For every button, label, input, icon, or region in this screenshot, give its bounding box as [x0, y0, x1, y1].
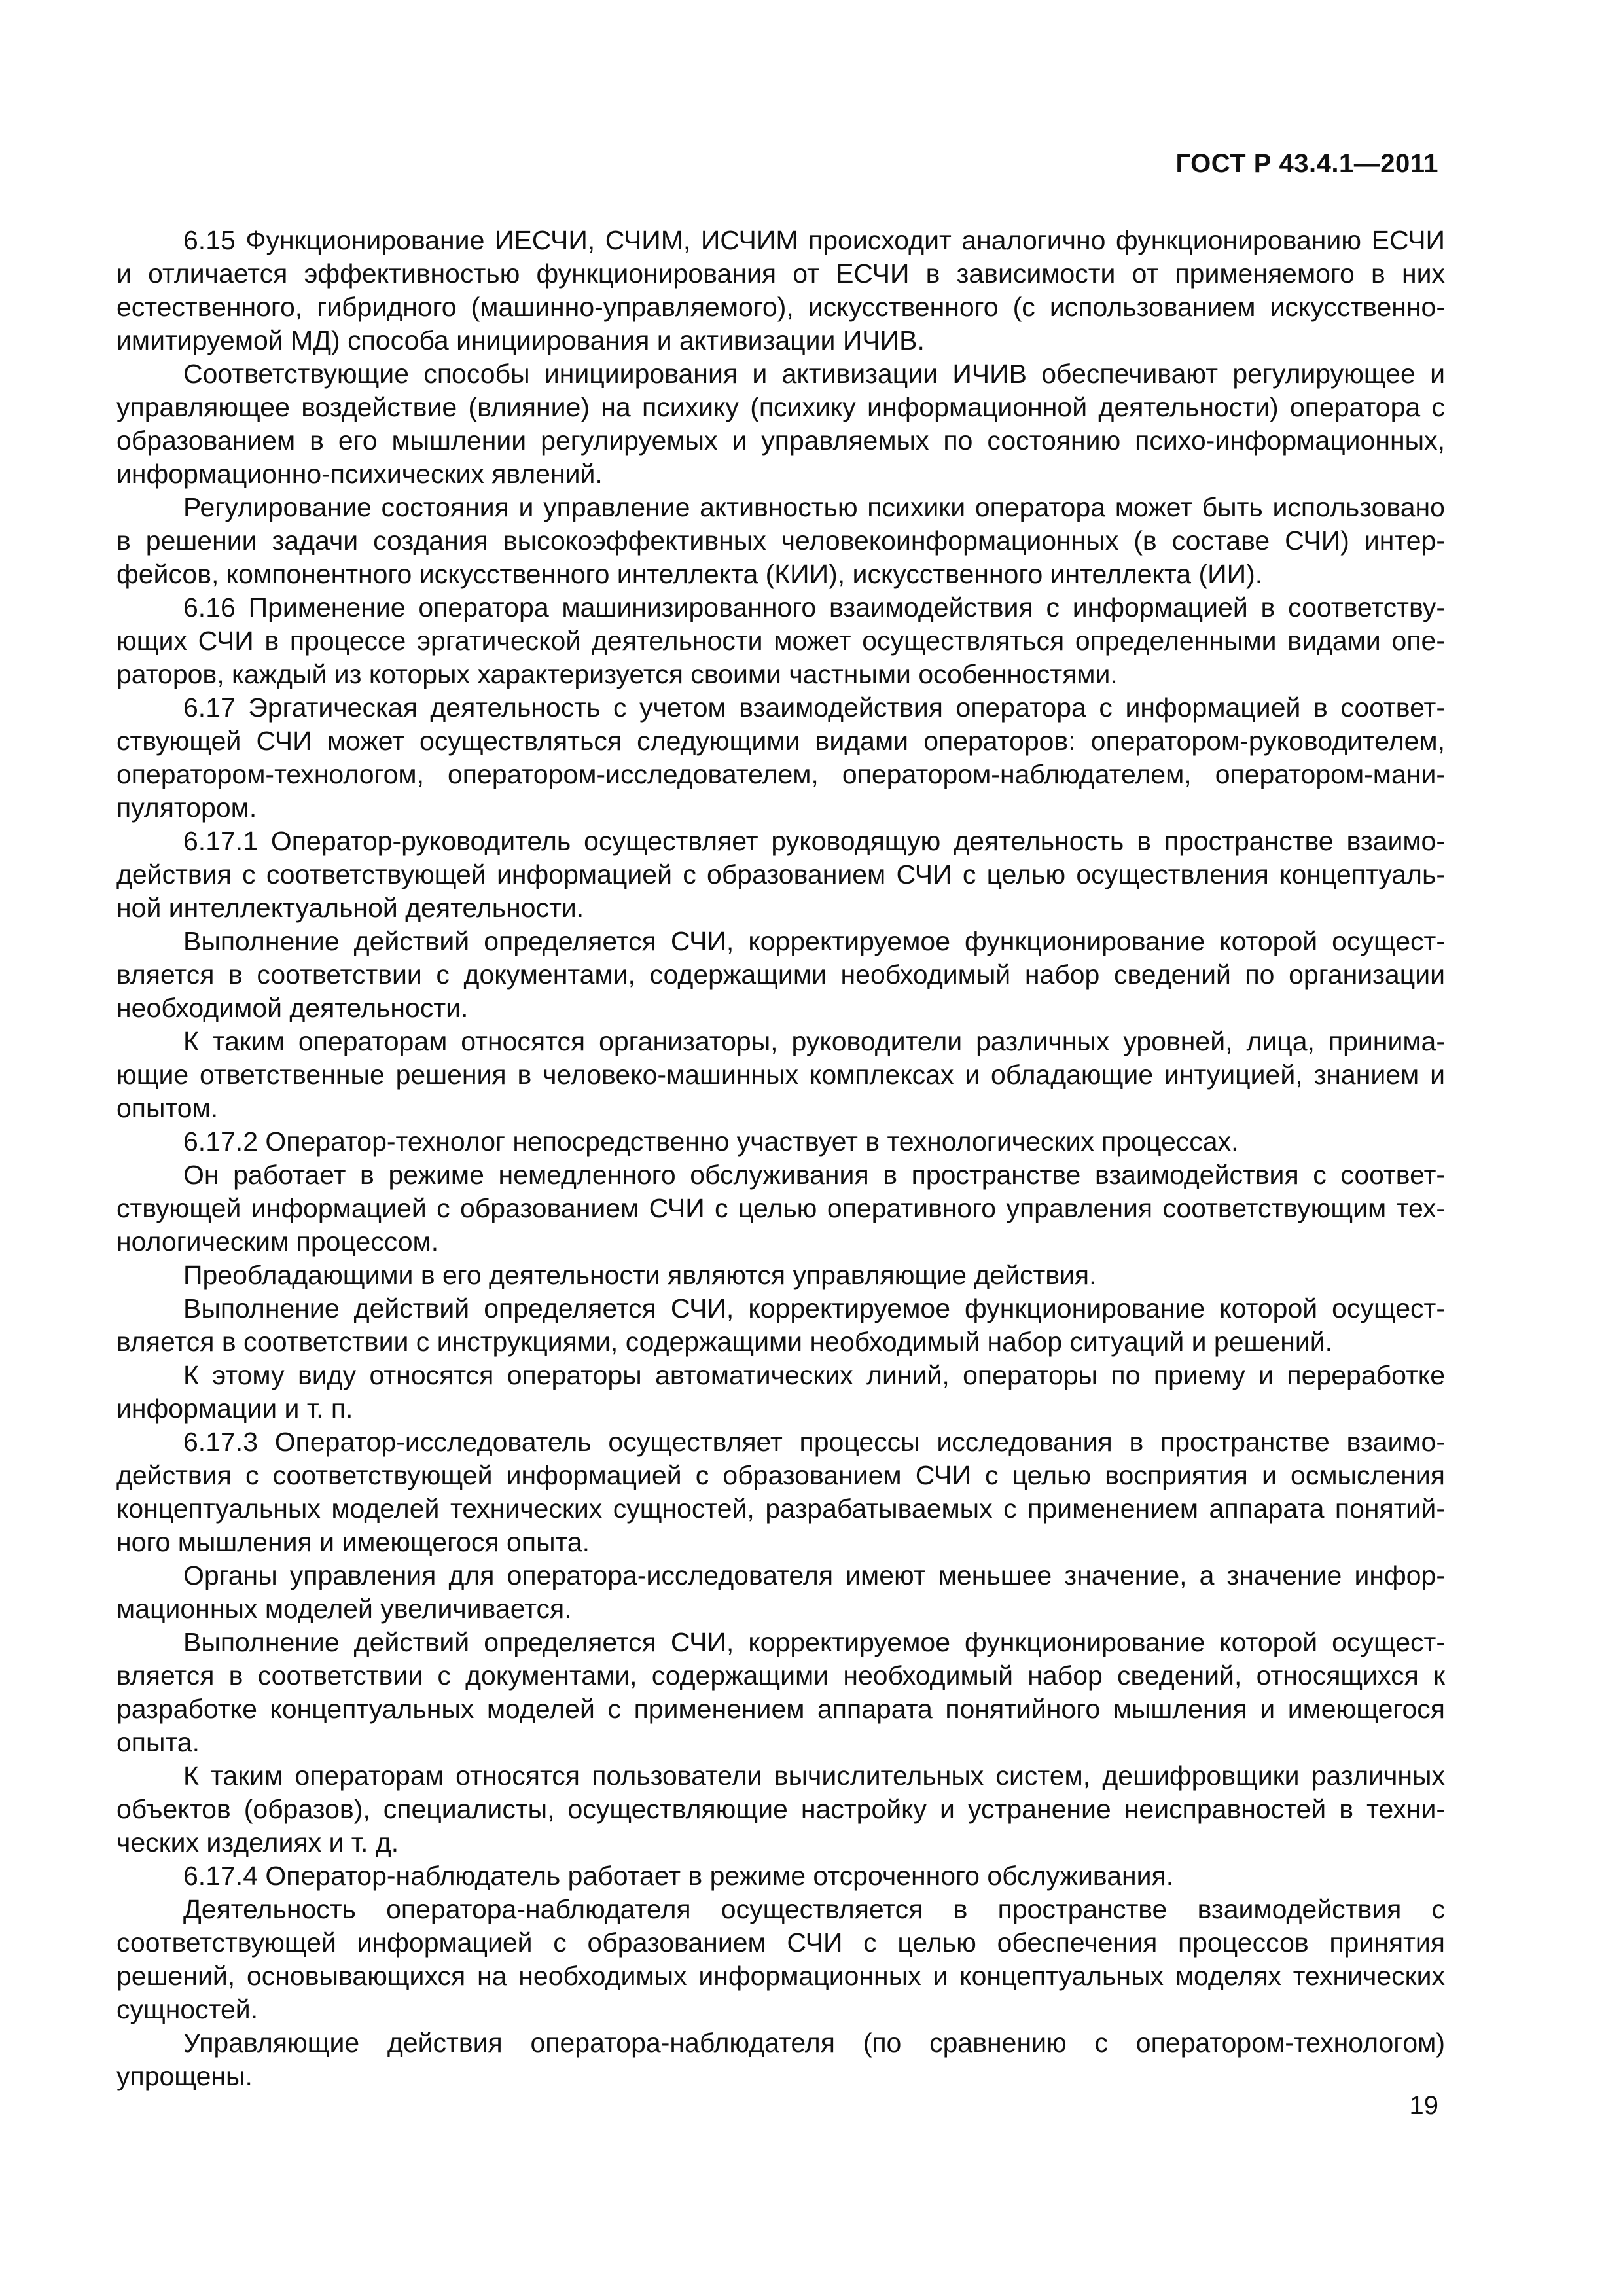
paragraph-6-15: 6.15 Функционирование ИЕСЧИ, СЧИМ, ИСЧИМ происходит аналогично функционированию ЕСЧИ и отличается эффективностью функционирования от ЕСЧИ в зависимости от применяемого в них естественного, гибридного (машинно-управляемого), искусственного (с использованием искусственно-имитируемой МД) способа инициирования и активизации ИЧИВ.: [116, 225, 1445, 355]
paragraph: К этому виду относятся операторы автоматических линий, операторы по приему и переработке информации и т. п.: [116, 1360, 1445, 1424]
document-body: [116, 224, 1445, 2093]
paragraph: К таким операторам относятся организаторы, руководители различных уровней, лица, принимающие ответственные решения в человеко-машинных комплексах и обладающие интуицией, знанием и опытом.: [116, 1026, 1445, 1123]
paragraph: Соответствующие способы инициирования и активизации ИЧИВ обеспечивают регулирующее и управляющее воздействие (влияние) на психику (психику информационной деятельности) оператора с образованием в его мышлении регулируемых и управляемых по состоянию психо-информационных, информационно-психических явлений.: [116, 359, 1445, 489]
paragraph-6-17-3: 6.17.3 Оператор-исследователь осуществляет процессы исследования в пространстве взаимодействия с соответствующей информацией с образованием СЧИ с целью восприятия и осмысления концептуальных моделей технических сущностей, разрабатываемых с применением аппарата понятийного мышления и имеющегося опыта.: [116, 1427, 1445, 1557]
paragraph: Органы управления для оператора-исследователя имеют меньшее значение, а значение информационных моделей увеличивается.: [116, 1560, 1445, 1624]
paragraph: К таким операторам относятся пользователи вычислительных систем, дешифровщики различных объектов (образов), специалисты, осуществляющие настройку и устранение неисправностей в технических изделиях и т. д.: [116, 1761, 1445, 1857]
page-number: 19: [1409, 2091, 1438, 2120]
paragraph-6-17-1: 6.17.1 Оператор-руководитель осуществляет руководящую деятельность в пространстве взаимодействия с соответствующей информацией с образованием СЧИ с целью осуществления концептуальной интеллектуальной деятельности.: [116, 826, 1445, 923]
paragraph: Регулирование состояния и управление активностью психики оператора может быть использовано в решении задачи создания высокоэффективных человекоинформационных (в составе СЧИ) интерфейсов, компонентного искусственного интеллекта (КИИ), искусственного интеллекта (ИИ).: [116, 492, 1445, 589]
paragraph-6-17: 6.17 Эргатическая деятельность с учетом взаимодействия оператора с информацией в соответствующей СЧИ может осуществляться следующими видами операторов: оператором-руководителем, оператором-технологом, оператором-исследователем, оператором-наблюдателем, оператором-манипулятором.: [116, 692, 1445, 823]
paragraph-6-17-2: 6.17.2 Оператор-технолог непосредственно участвует в технологических процессах.: [183, 1126, 1239, 1157]
paragraph: Преобладающими в его деятельности являются управляющие действия.: [183, 1260, 1097, 1290]
paragraph: Выполнение действий определяется СЧИ, корректируемое функционирование которой осуществляется в соответствии с документами, содержащими необходимый набор сведений, относящихся к разработке концептуальных моделей с применением аппарата понятийного мышления и имеющегося опыта.: [116, 1627, 1445, 1757]
paragraph-6-16: 6.16 Применение оператора машинизированного взаимодействия с информацией в соответствующих СЧИ в процессе эргатической деятельности может осуществляться определенными видами операторов, каждый из которых характеризуется своими частными особенностями.: [116, 592, 1445, 689]
paragraph: Управляющие действия оператора-наблюдателя (по сравнению с оператором-технологом) упрощены.: [116, 2028, 1445, 2091]
document-header: ГОСТ Р 43.4.1—2011: [1175, 149, 1438, 178]
paragraph-6-17-4: 6.17.4 Оператор-наблюдатель работает в режиме отсроченного обслуживания.: [183, 1861, 1174, 1891]
paragraph: Он работает в режиме немедленного обслуживания в пространстве взаимодействия с соответствующей информацией с образованием СЧИ с целью оперативного управления соответствующим технологическим процессом.: [116, 1160, 1445, 1257]
paragraph: Деятельность оператора-наблюдателя осуществляется в пространстве взаимодействия с соответствующей информацией с образованием СЧИ с целью обеспечения процессов принятия решений, основывающихся на необходимых информационных и концептуальных моделях технических сущностей.: [116, 1894, 1445, 2024]
paragraph: Выполнение действий определяется СЧИ, корректируемое функционирование которой осуществляется в соответствии с документами, содержащими необходимый набор сведений по организации необходимой деятельности.: [116, 926, 1445, 1023]
paragraph: Выполнение действий определяется СЧИ, корректируемое функционирование которой осуществляется в соответствии с инструкциями, содержащими необходимый набор ситуаций и решений.: [116, 1293, 1445, 1357]
